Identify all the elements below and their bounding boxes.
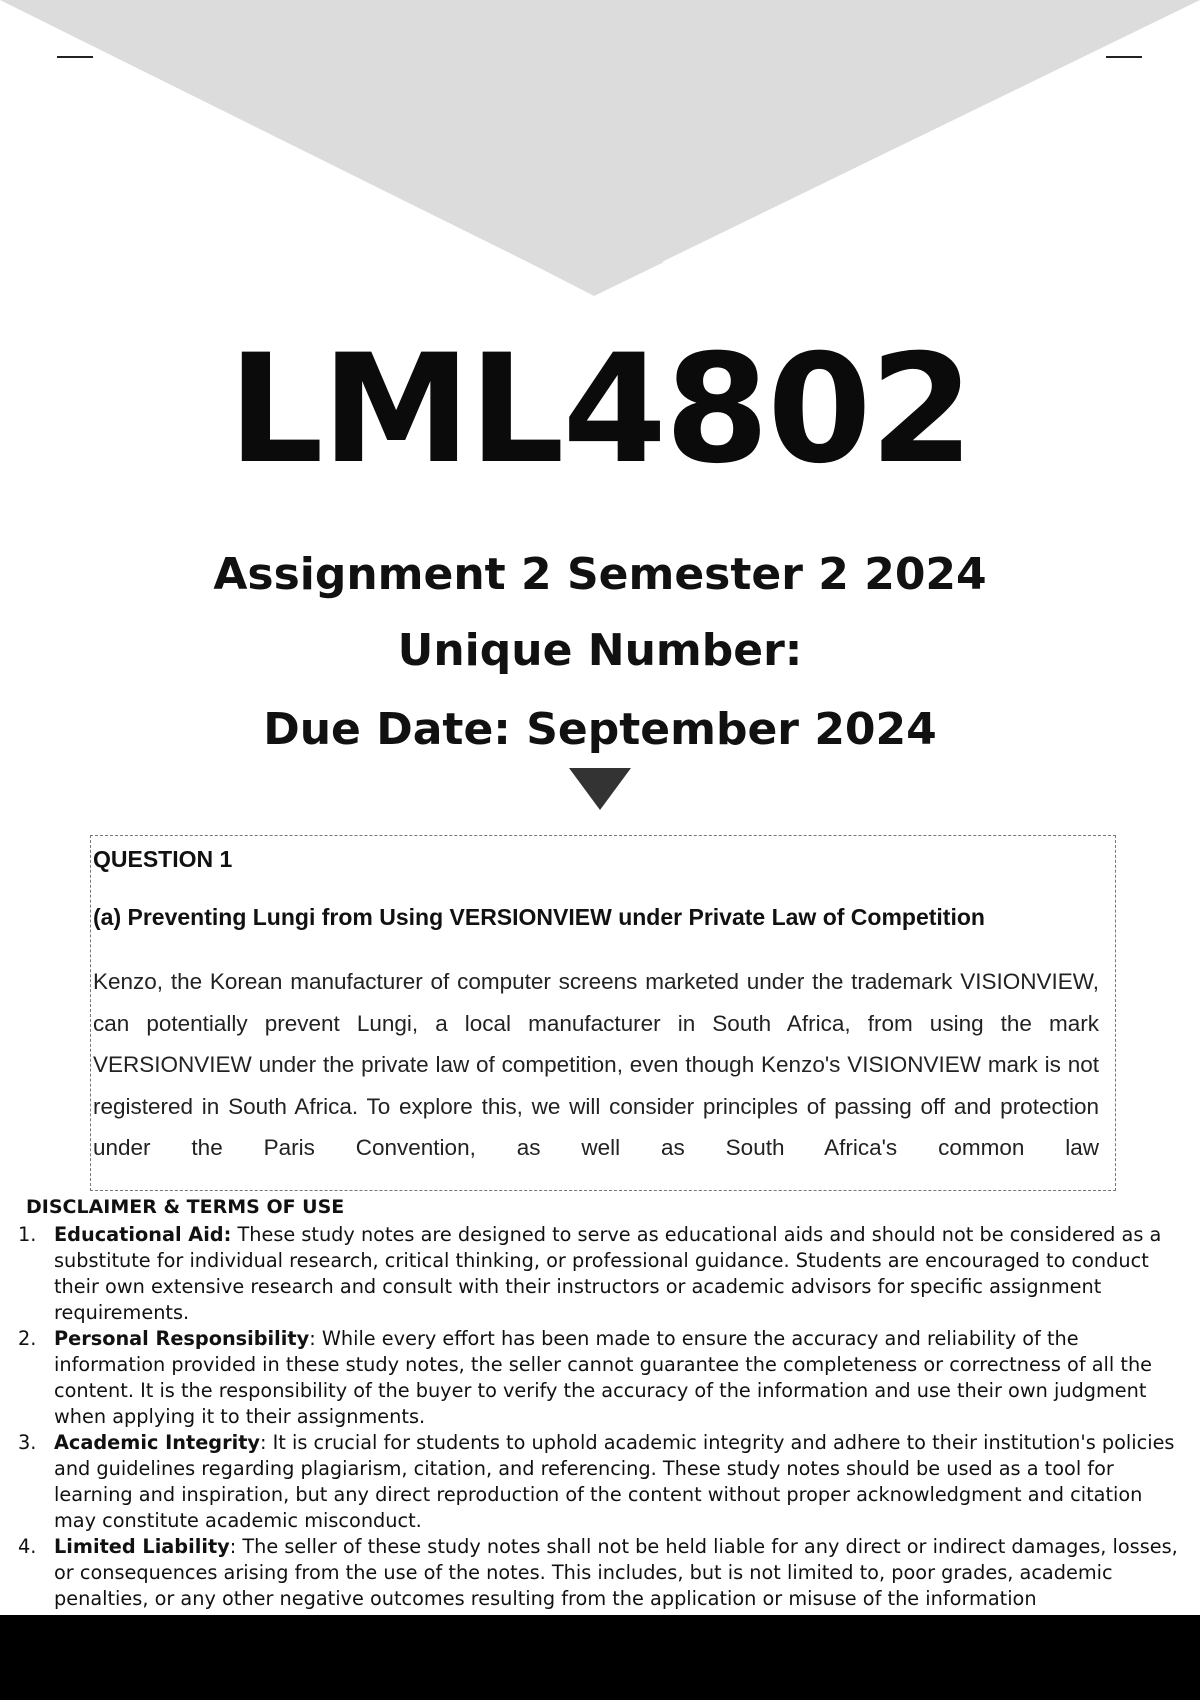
- question-subheading: (a) Preventing Lungi from Using VERSIONVIEW under Private Law of Competition: [93, 904, 985, 930]
- due-date-line: Due Date: September 2024: [263, 704, 937, 755]
- disclaimer-item-number: 2.: [18, 1327, 37, 1350]
- disclaimer-item-text: : While every effort has been made to ensure the accuracy and reliability of the information provided in these study notes, the seller cannot guarantee the completeness or correctness of all the content. It is the responsibility of the buyer to verify the accuracy of the information and use their own judgment when applying it to their assignments.: [54, 1327, 1153, 1428]
- disclaimer-list: [0, 1222, 1200, 1612]
- down-triangle-icon: [569, 768, 631, 810]
- disclaimer-item: [0, 1534, 1200, 1612]
- disclaimer-item-number: 4.: [18, 1535, 37, 1558]
- disclaimer-item-term: Academic Integrity: [54, 1431, 260, 1454]
- disclaimer-item-number: 1.: [18, 1223, 37, 1246]
- disclaimer-item-text: These study notes are designed to serve as educational aids and should not be considered as a substitute for individual research, critical thinking, or professional guidance. Students are encouraged to conduct their own extensive research and consult with their instructors or academic advisors for specific assignment requirements.: [54, 1223, 1162, 1324]
- disclaimer-item-term: Personal Responsibility: [54, 1327, 310, 1350]
- assignment-line: Assignment 2 Semester 2 2024: [213, 549, 987, 600]
- disclaimer-item-term: Educational Aid:: [54, 1223, 232, 1246]
- course-code-title: LML4802: [228, 323, 972, 497]
- banner-chevron-graphic: [0, 0, 1200, 300]
- disclaimer-item-term: Limited Liability: [54, 1535, 230, 1558]
- disclaimer-item-number: 3.: [18, 1431, 37, 1454]
- disclaimer-item: [0, 1222, 1200, 1326]
- question-heading: QUESTION 1: [93, 846, 233, 872]
- disclaimer-title: DISCLAIMER & TERMS OF USE: [26, 1196, 345, 1218]
- corner-line-right: [1106, 56, 1142, 58]
- unique-number-line: Unique Number:: [397, 625, 803, 676]
- question-preview-box: [90, 835, 1116, 1191]
- corner-line-left: [57, 56, 93, 58]
- disclaimer-item-text: : The seller of these study notes shall not be held liable for any direct or indirect damages, losses, or consequences arising from the use of the notes. This includes, but is not limited to, poor grades, academic penalties, or any other negative outcomes resulting from the application or misuse of the information: [54, 1535, 1178, 1610]
- bottom-black-bar: [0, 1615, 1200, 1700]
- disclaimer-item-text: : It is crucial for students to uphold academic integrity and adhere to their institution's policies and guidelines regarding plagiarism, citation, and referencing. These study notes should be used as a tool for learning and inspiration, but any direct reproduction of the content without proper acknowledgment and citation may constitute academic misconduct.: [54, 1431, 1175, 1532]
- disclaimer-item: [0, 1430, 1200, 1534]
- disclaimer-item: [0, 1326, 1200, 1430]
- question-body-text: Kenzo, the Korean manufacturer of computer screens marketed under the trademark VISIONVIEW, can potentially prevent Lungi, a local manufacturer in South Africa, from using the mark VERSIONVIEW under the private law of competition, even though Kenzo's VISIONVIEW mark is not registered in South Africa. To explore this, we will consider principles of passing off and protection under the Paris Convention, as well as South Africa's common law: [93, 969, 1099, 1160]
